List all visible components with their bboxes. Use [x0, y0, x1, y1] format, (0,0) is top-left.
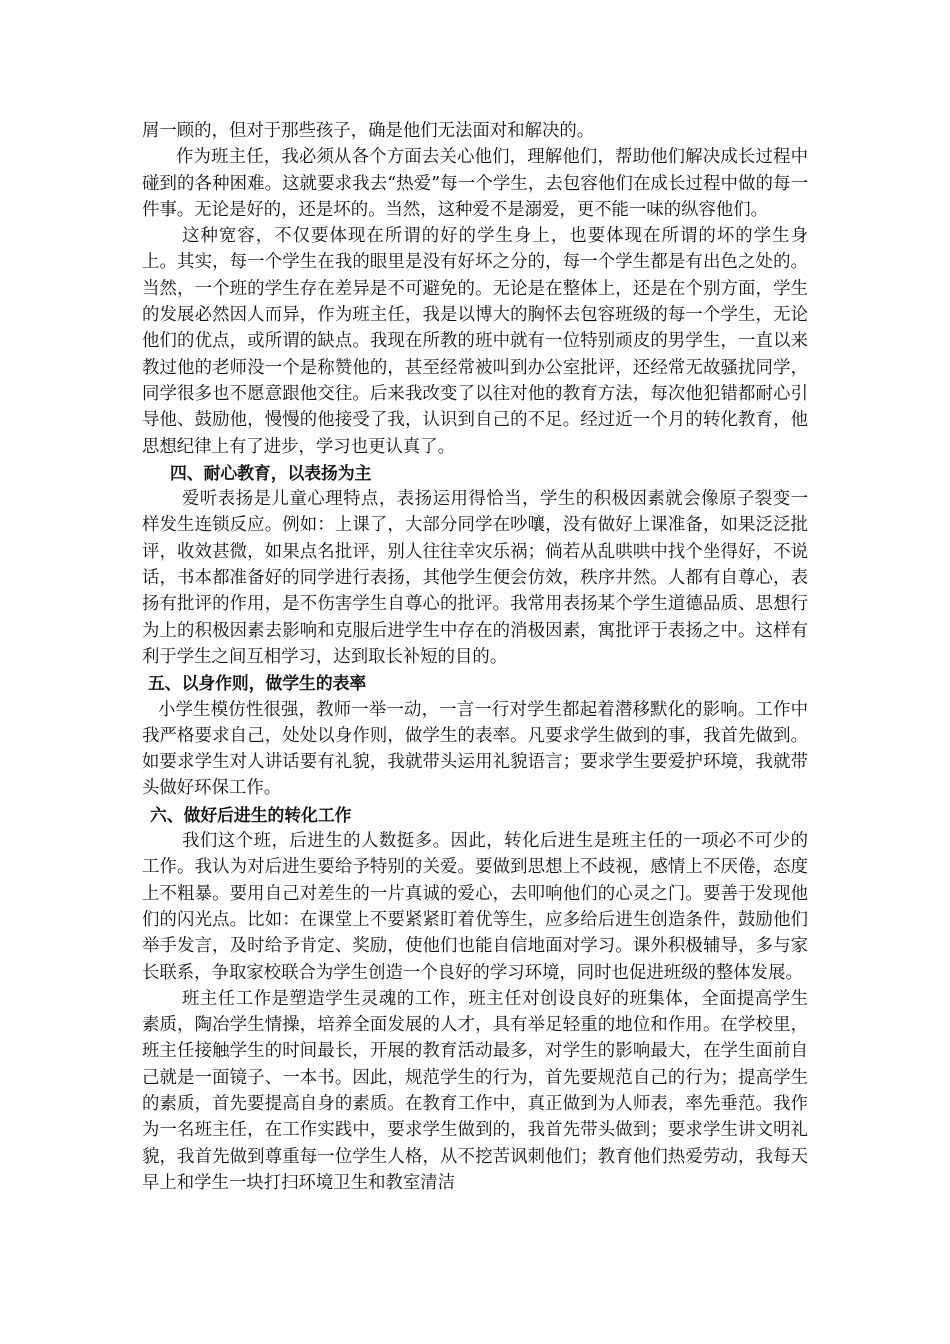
document-page — [142, 118, 808, 1196]
paragraph-underachievers: 我们这个班，后进生的人数挺多。因此，转化后进生是班主任的一项必不可少的工作。我认为对后进生要给予特别的关爱。要做到思想上不歧视，感情上不厌倦，态度上不粗暴。要用自己对差生的一片真诚的爱心，去叩响他们的心灵之门。要善于发现他们的闪光点。比如：在课堂上不要紧紧盯着优等生，应多给后进生创造条件，鼓励他们举手发言，及时给予肯定、奖励，使他们也能自信地面对学习。课外积极辅导，多与家长联系，争取家校联合为学生创造一个良好的学习环境，同时也促进班级的整体发展。 — [142, 831, 808, 983]
paragraph-head-teacher: 班主任工作是塑造学生灵魂的工作，班主任对创设良好的班集体，全面提高学生素质，陶冶学生情操，培养全面发展的人才，具有举足轻重的地位和作用。在学校里，班主任接触学生的时间最长，开展的教育活动最多，对学生的影响最大，在学生面前自己就是一面镜子、一本书。因此，规范学生的行为，首先要规范自己的行为；提高学生的素质，首先要提高自身的素质。在教育工作中，真正做到为人师表，率先垂范。我作为一名班主任，在工作实践中，要求学生做到的，我首先带头做到；要求学生讲文明礼貌，我首先做到尊重每一位学生人格，从不挖苦讽刺他们；教育他们热爱劳动，我每天早上和学生一块打扫环境卫生和教室清洁 — [142, 988, 808, 1193]
paragraph-example: 小学生模仿性很强，教师一举一动，一言一行对学生都起着潜移默化的影响。工作中我严格要求自己，处处以身作则，做学生的表率。凡要求学生做到的事，我首先做到。如要求学生对人讲话要有礼貌，我就带头运用礼貌语言；要求学生要爱护环境，我就带头做好环保工作。 — [142, 699, 808, 799]
section-heading-4: 四、耐心教育，以表扬为主 — [170, 462, 372, 483]
paragraph-praise: 爱听表扬是儿童心理特点，表扬运用得恰当，学生的积极因素就会像原子裂变一样发生连锁反应。例如：上课了，大部分同学在吵嚷，没有做好上课准备，如果泛泛批评，收效甚微，如果点名批评，别人往往幸灾乐祸；倘若从乱哄哄中找个坐得好，不说话，书本都准备好的同学进行表扬，其他学生便会仿效，秩序井然。人都有自尊心，表扬有批评的作用，是不伤害学生自尊心的批评。我常用表扬某个学生道德品质、思想行为上的积极因素去影响和克服后进学生中存在的消极因素，寓批评于表扬之中。这样有利于学生之间互相学习，达到取长补短的目的。 — [142, 489, 808, 667]
paragraph-care: 作为班主任，我必须从各个方面去关心他们，理解他们，帮助他们解决成长过程中碰到的各种困难。这就要求我去“热爱”每一个学生，去包容他们在成长过程中做的每一件事。无论是好的，还是坏的。当然，这种爱不是溺爱，更不能一味的纵容他们。 — [142, 147, 808, 220]
section-heading-5: 五、以身作则，做学生的表率 — [148, 673, 367, 694]
paragraph-continuation: 屑一顾的，但对于那些孩子，确是他们无法面对和解决的。 — [142, 121, 595, 141]
section-heading-6: 六、做好后进生的转化工作 — [150, 804, 352, 825]
paragraph-tolerance: 这种宽容，不仅要体现在所谓的好的学生身上，也要体现在所谓的坏的学生身上。其实，每一个学生在我的眼里是没有好坏之分的，每一个学生都是有出色之处的。当然，一个班的学生存在差异是不可避免的。无论是在整体上，还是在个别方面，学生的发展必然因人而异，作为班主任，我是以博大的胸怀去包容班级的每一个学生，无论他们的优点，或所谓的缺点。我现在所教的班中就有一位特别顽皮的男学生，一直以来教过他的老师没一个是称赞他的，甚至经常被叫到办公室批评，还经常无故骚扰同学，同学很多也不愿意跟他交往。后来我改变了以往对他的教育方法，每次他犯错都耐心引导他、鼓励他，慢慢的他接受了我，认识到自己的不足。经过近一个月的转化教育，他思想纪律上有了进步，学习也更认真了。 — [142, 226, 808, 457]
